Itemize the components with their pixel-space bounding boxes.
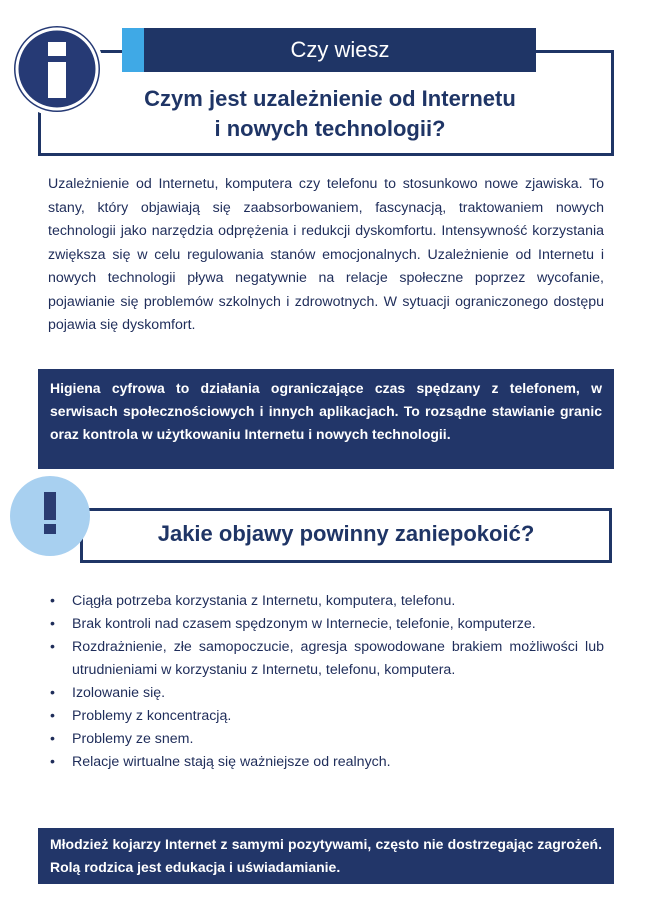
symptom-text: Problemy ze snem.	[72, 731, 194, 747]
symptom-text: Izolowanie się.	[72, 685, 166, 701]
banner-label: Czy wiesz	[290, 37, 390, 62]
section1-title	[80, 84, 580, 144]
bullet-dot: •	[50, 616, 55, 632]
symptom-text: Ciągła potrzeba korzystania z Internetu, komputera, telefonu.	[72, 593, 456, 609]
symptom-item	[48, 590, 604, 613]
bullet-dot: •	[50, 754, 55, 770]
symptom-item	[48, 751, 604, 774]
bullet-dot: •	[50, 685, 55, 701]
symptom-item	[48, 705, 604, 728]
exclamation-icon	[10, 476, 90, 556]
bullet-dot: •	[50, 708, 55, 724]
symptom-item	[48, 728, 604, 751]
symptom-text: Relacje wirtualne stają się ważniejsze od realnych.	[72, 754, 391, 770]
section1-title-line1: Czym jest uzależnienie od Internetu	[144, 86, 516, 111]
digital-hygiene-box: Higiena cyfrowa to działania ograniczające czas spędzany z telefonem, w serwisach społecznościowych i innych aplikacjach. To rozsądne stawianie granic oraz kontrola w użytkowaniu Internetu i nowych technologii.	[38, 369, 614, 469]
symptom-item	[48, 613, 604, 636]
symptom-item	[48, 682, 604, 705]
bullet-dot: •	[50, 639, 55, 655]
section2-title: Jakie objawy powinny zaniepokoić?	[157, 521, 535, 546]
symptom-text: Problemy z koncentracją.	[72, 708, 232, 724]
symptom-item	[48, 636, 604, 682]
banner-accent	[122, 28, 144, 72]
symptom-text: Brak kontroli nad czasem spędzonym w Internecie, telefonie, komputerze.	[72, 616, 536, 632]
bullet-dot: •	[50, 593, 55, 609]
symptom-text: Rozdrażnienie, złe samopoczucie, agresja spowodowane brakiem możliwości lub utrudnieniami w korzystaniu z Internetu, telefonu, komputera.	[72, 639, 604, 678]
section1-title-line2: i nowych technologii?	[214, 116, 446, 141]
section1-paragraph: Uzależnienie od Internetu, komputera czy telefonu to stosunkowo nowe zjawiska. To stany, który objawiają się zaabsorbowaniem, fascynacją, traktowaniem nowych technologii jako narzędzia odprężenia i redukcji dyskomfortu. Intensywność korzystania zwiększa się w celu regulowania stanów emocjonalnych. Uzależnienie od Internetu i nowych technologii pływa negatywnie na relacje społeczne poprzez wycofanie, pojawianie się problemów szkolnych i zdrowotnych. W sytuacji ograniczonego dostępu pojawia się dyskomfort.	[48, 176, 604, 333]
bullet-dot: •	[50, 731, 55, 747]
symptoms-list	[48, 590, 604, 774]
parent-role-box: Młodzież kojarzy Internet z samymi pozytywami, często nie dostrzegając zagrożeń. Rolą rodzica jest edukacja i uświadamianie.	[38, 828, 614, 884]
